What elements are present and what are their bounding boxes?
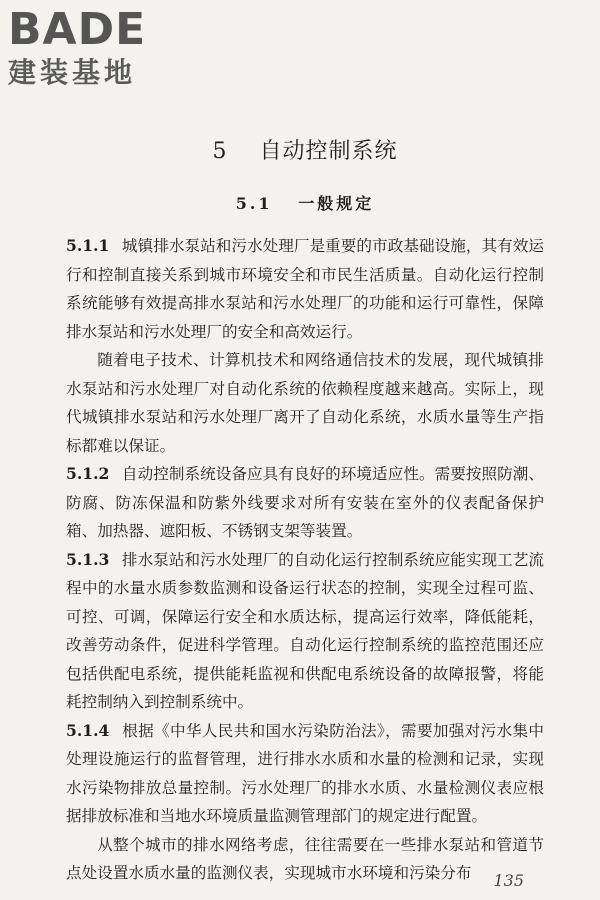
section-title-text: 一般规定 — [298, 194, 375, 213]
clause-text: 城镇排水泵站和污水处理厂是重要的市政基础设施，其有效运行和控制直接关系到城市环境安全和市民生活质量。自动化运行控制系统能够有效提高排水泵站和污水处理厂的功能和运行可靠性，保障排水泵站和污水处理厂的安全和高效运行。 — [66, 237, 544, 341]
clause-number: 5.1.4 — [66, 720, 110, 740]
chapter-title — [66, 134, 544, 165]
chapter-title-text: 自动控制系统 — [259, 139, 398, 164]
clause-paragraph — [66, 460, 544, 546]
section-number: 5.1 — [235, 194, 273, 213]
clause-number: 5.1.3 — [66, 549, 110, 569]
clause-paragraph — [66, 717, 544, 831]
logo-subtitle: 建装基地 — [8, 56, 137, 89]
clause-number: 5.1.2 — [66, 464, 110, 483]
clause-number: 5.1.1 — [66, 236, 110, 255]
logo-wordmark: BADE — [8, 4, 147, 55]
clause-text: 排水泵站和污水处理厂的自动化运行控制系统应能实现工艺流程中的水量水质参数监测和设备运行状态的控制，实现全过程可监、可控、可调，保障运行安全和水质达标，提高运行效率，降低能耗，改善劳动条件，促进科学管理。自动化运行控制系统的监控范围还应包括供配电系统，提供能耗监视和供配电系统设备的故障报警，将能耗控制纳入到控制系统中。 — [66, 550, 544, 711]
clause-text: 自动控制系统设备应具有良好的环境适应性。需要按照防潮、防腐、防冻保温和防紫外线要求对所有安装在室外的仪表配备保护箱、加热器、遮阳板、不锈钢支架等装置。 — [66, 465, 544, 540]
clause-paragraph — [66, 232, 544, 346]
logo — [8, 6, 188, 90]
page-content — [66, 120, 544, 888]
clause-text: 根据《中华人民共和国水污染防治法》，需要加强对污水集中处理设施运行的监督管理，进行排水水质和水量的检测和记录，实现水污染物排放总量控制。污水处理厂的排水水质、水量检测仪表应根据排放标准和当地水环境质量监测管理部门的规定进行配置。 — [66, 721, 544, 825]
clause-5-1-2 — [66, 460, 544, 546]
section-title — [66, 191, 544, 214]
page-number: 135 — [493, 871, 524, 890]
clause-5-1-3 — [66, 546, 544, 717]
chapter-number: 5 — [212, 139, 228, 164]
clause-5-1-1 — [66, 232, 544, 460]
clause-extra-paragraph: 从整个城市的排水网络考虑，往往需要在一些排水泵站和管道节点处设置水质水量的监测仪表，实现城市水环境和污染分布 — [66, 835, 544, 882]
clause-5-1-4 — [66, 717, 544, 888]
clause-paragraph — [66, 546, 544, 717]
clause-extra-paragraph: 随着电子技术、计算机技术和网络通信技术的发展，现代城镇排水泵站和污水处理厂对自动化系统的依赖程度越来越高。实际上，现代城镇排水泵站和污水处理厂离开了自动化系统，水质水量等生产指标都难以保证。 — [66, 351, 544, 455]
